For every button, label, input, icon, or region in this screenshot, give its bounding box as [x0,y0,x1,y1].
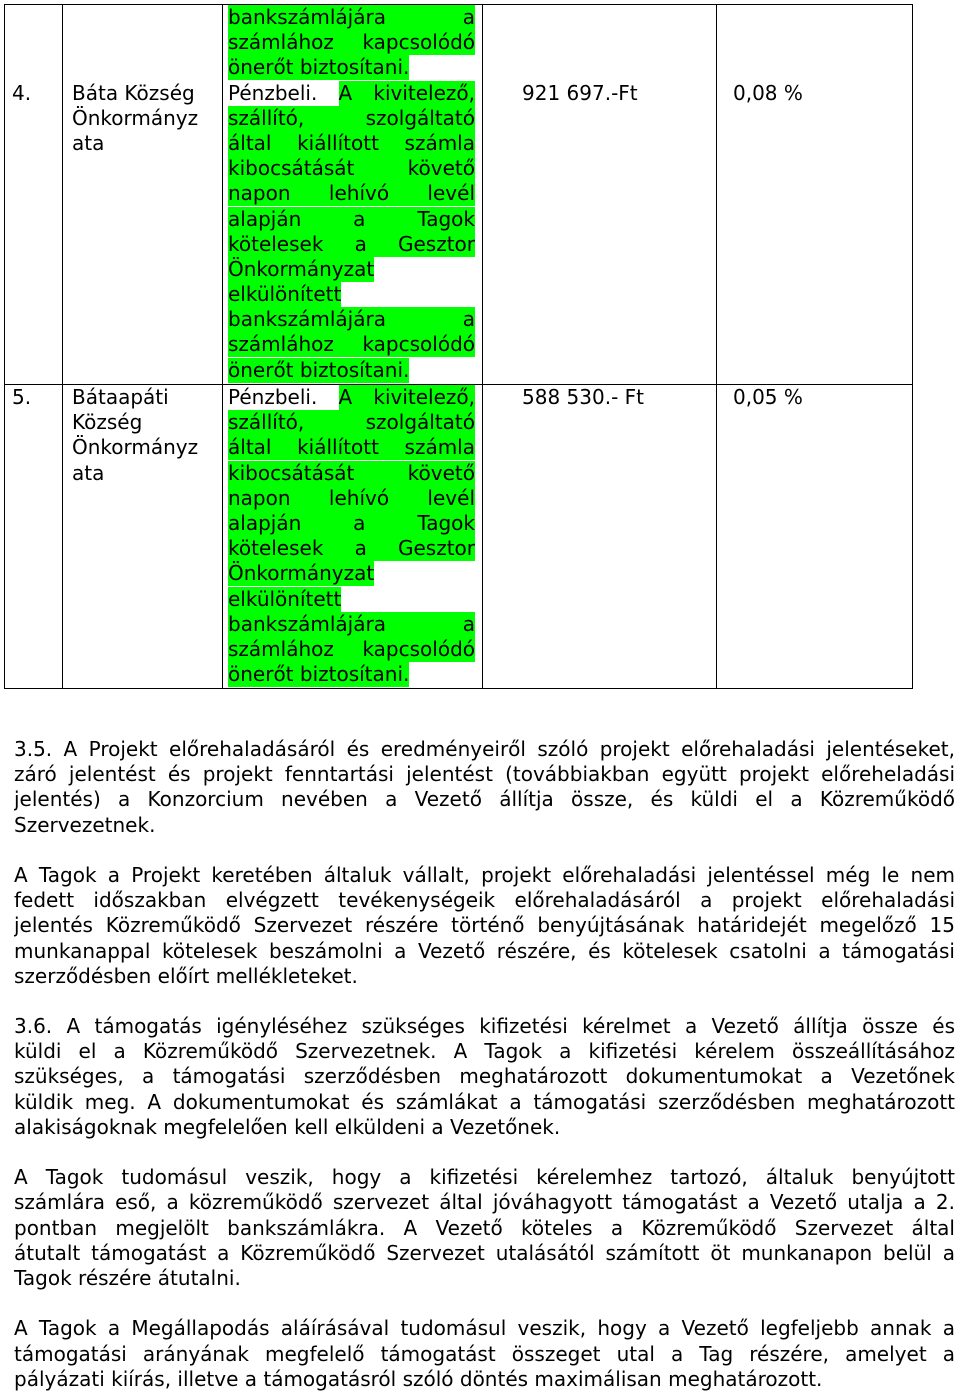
highlighted-text: önerőt biztosítani. [228,357,410,382]
paragraph-line: 3.5. A Projekt előrehaladásáról és eredményeiről szóló projekt előrehaladási jelentéseket, [14,737,955,761]
highlighted-text: számlához kapcsolódó [228,30,475,55]
member-name [72,385,220,486]
terms-line [228,282,475,307]
terms-line [228,156,475,181]
highlighted-text: által kiállított számla [228,130,475,155]
terms-line [228,461,475,486]
highlighted-text: számlához kapcsolódó [228,636,475,661]
terms-line [228,358,475,383]
highlighted-text: önerőt biztosítani. [228,662,410,687]
highlighted-text: elkülönített [228,586,342,611]
body-paragraph [14,1316,955,1392]
highlighted-text: bankszámlájára a [228,307,475,332]
highlighted-text: napon lehívó levél [228,485,475,510]
row-terms [228,81,475,383]
contribution-terms [228,385,475,687]
paragraph-line: munkanappal kötelesek beszámolni a Vezető részére, és kötelesek csatolni a támogatási [14,938,955,963]
column-divider [62,4,63,689]
highlighted-text: alapján a Tagok [228,510,475,535]
paragraph-line: küldi el a Közreműködő Szervezetnek. A Tagok a kifizetési kérelem összeállításához [14,1039,955,1064]
contribution-terms [228,5,475,383]
contribution-amount: 588 530.- Ft [522,385,644,409]
paragraph-line: átutalt támogatást a Közreműködő Szervezet utalásától számított öt munkanapon belül a [14,1240,955,1265]
terms-line [228,612,475,637]
body-text [14,737,955,1392]
column-divider [222,4,223,689]
body-paragraph [14,1165,955,1291]
terms-line [228,511,475,536]
member-name-line: Község [72,410,143,435]
row-number: 5. [12,385,32,409]
terms-line [228,561,475,586]
terms-line [228,55,475,80]
highlighted-text: által kiállított számla [228,435,475,460]
member-name-line: Bátaapáti [72,385,169,409]
plain-text: Pénzbeli. [228,385,318,409]
paragraph-line: Szervezetnek. [14,812,156,837]
highlighted-text: kötelesek a Gesztor [228,536,475,561]
highlighted-text: szállító, szolgáltató [228,105,475,130]
paragraph-line: A Tagok a Projekt keretében általuk vállalt, projekt előrehaladási jelentéssel még le nem [14,862,955,887]
body-paragraph [14,737,955,838]
terms-line [228,30,475,55]
column-divider [716,4,717,689]
member-name [72,81,220,157]
highlighted-text: kötelesek a Gesztor [228,231,475,256]
highlighted-text: bankszámlájára a [228,5,475,29]
highlighted-text: kibocsátását követő [228,156,475,181]
terms-line [228,232,475,257]
terms-line [228,410,475,435]
highlighted-text: Önkormányzat [228,256,375,281]
highlighted-text: A kivitelező, [338,385,475,409]
body-paragraph [14,1014,955,1140]
paragraph-line: szükséges, a támogatási szerződésben meghatározott dokumentumokat a Vezetőnek [14,1064,955,1089]
paragraph-line: jelentés Közreműködő Szervezet részére történő benyújtásának határidejét megelőző 15 [14,913,955,938]
highlighted-text: A kivitelező, [338,80,475,105]
highlighted-text: kibocsátását követő [228,460,475,485]
paragraph-line: A Tagok a Megállapodás aláírásával tudomásul veszik, hogy a Vezető legfeljebb annak a [14,1316,955,1341]
highlighted-text: Önkormányzat [228,561,375,586]
terms-line [228,637,475,662]
terms-line [228,81,475,106]
paragraph-line: támogatási arányának megfelelő támogatást összeget utal a Tag részére, amelyet a [14,1341,955,1366]
terms-line [228,106,475,131]
terms-line [228,536,475,561]
terms-line [228,385,475,410]
member-name-line: Önkormányz [72,435,199,460]
body-paragraph [14,863,955,989]
terms-line [228,207,475,232]
terms-line [228,662,475,687]
paragraph-line: szerződésben előírt mellékleteket. [14,963,358,988]
terms-line [228,332,475,357]
terms-line [228,181,475,206]
highlighted-text: bankszámlájára a [228,611,475,636]
row-terms [228,385,475,687]
paragraph-line: számlára eső, a közreműködő szervezet által jóváhagyott támogatást a Vezető utalja a 2. [14,1190,955,1215]
terms-line [228,131,475,156]
member-name-line: ata [72,130,105,155]
highlighted-text: elkülönített [228,282,342,307]
paragraph-line: jelentés) a Konzorcium nevében a Vezető állítja össze, és küldi el a Közreműködő [14,787,955,812]
highlighted-text: önerőt biztosítani. [228,55,410,80]
paragraph-line: fedett időszakban elvégzett tevékenységeik előrehaladásáról a projekt előrehaladási [14,888,955,913]
paragraph-line: alakiságoknak megfelelően kell elküldeni a Vezetőnek. [14,1114,561,1139]
contribution-share: 0,08 % [733,80,803,105]
paragraph-line: A Tagok tudomásul veszik, hogy a kifizetési kérelemhez tartozó, általuk benyújtott [14,1165,955,1190]
paragraph-line: pontban megjelölt bankszámlákra. A Vezető köteles a Közreműködő Szervezet által [14,1215,955,1240]
terms-line [228,257,475,282]
paragraph-line: Tagok részére átutalni. [14,1265,241,1290]
plain-text: Pénzbeli. [228,80,318,105]
paragraph-line: záró jelentést és projekt fenntartási jelentést (továbbiakban együtt projekt előreheladási [14,762,955,787]
paragraph-line: 3.6. A támogatás igényléséhez szükséges kifizetési kérelmet a Vezető állítja össze és [14,1014,955,1039]
contribution-share: 0,05 % [733,385,803,409]
row-number: 4. [12,80,32,105]
paragraph-line: küldik meg. A dokumentumokat és számlákat a támogatási szerződésben meghatározott [14,1089,955,1114]
terms-line [228,307,475,332]
terms-line [228,435,475,460]
member-name-line: Báta Község [72,80,195,105]
highlighted-text: napon lehívó levél [228,181,475,206]
column-divider [482,4,483,689]
contribution-amount: 921 697.-Ft [522,80,638,105]
member-name-line: ata [72,460,105,485]
paragraph-line: pályázati kiírás, illetve a támogatásról szóló döntés maximálisan meghatározott. [14,1366,823,1391]
terms-line [228,587,475,612]
continued-terms [228,5,475,81]
highlighted-text: alapján a Tagok [228,206,475,231]
highlighted-text: szállító, szolgáltató [228,410,475,435]
highlighted-text: számlához kapcsolódó [228,332,475,357]
member-name-line: Önkormányz [72,105,199,130]
terms-line [228,486,475,511]
terms-line [228,5,475,30]
